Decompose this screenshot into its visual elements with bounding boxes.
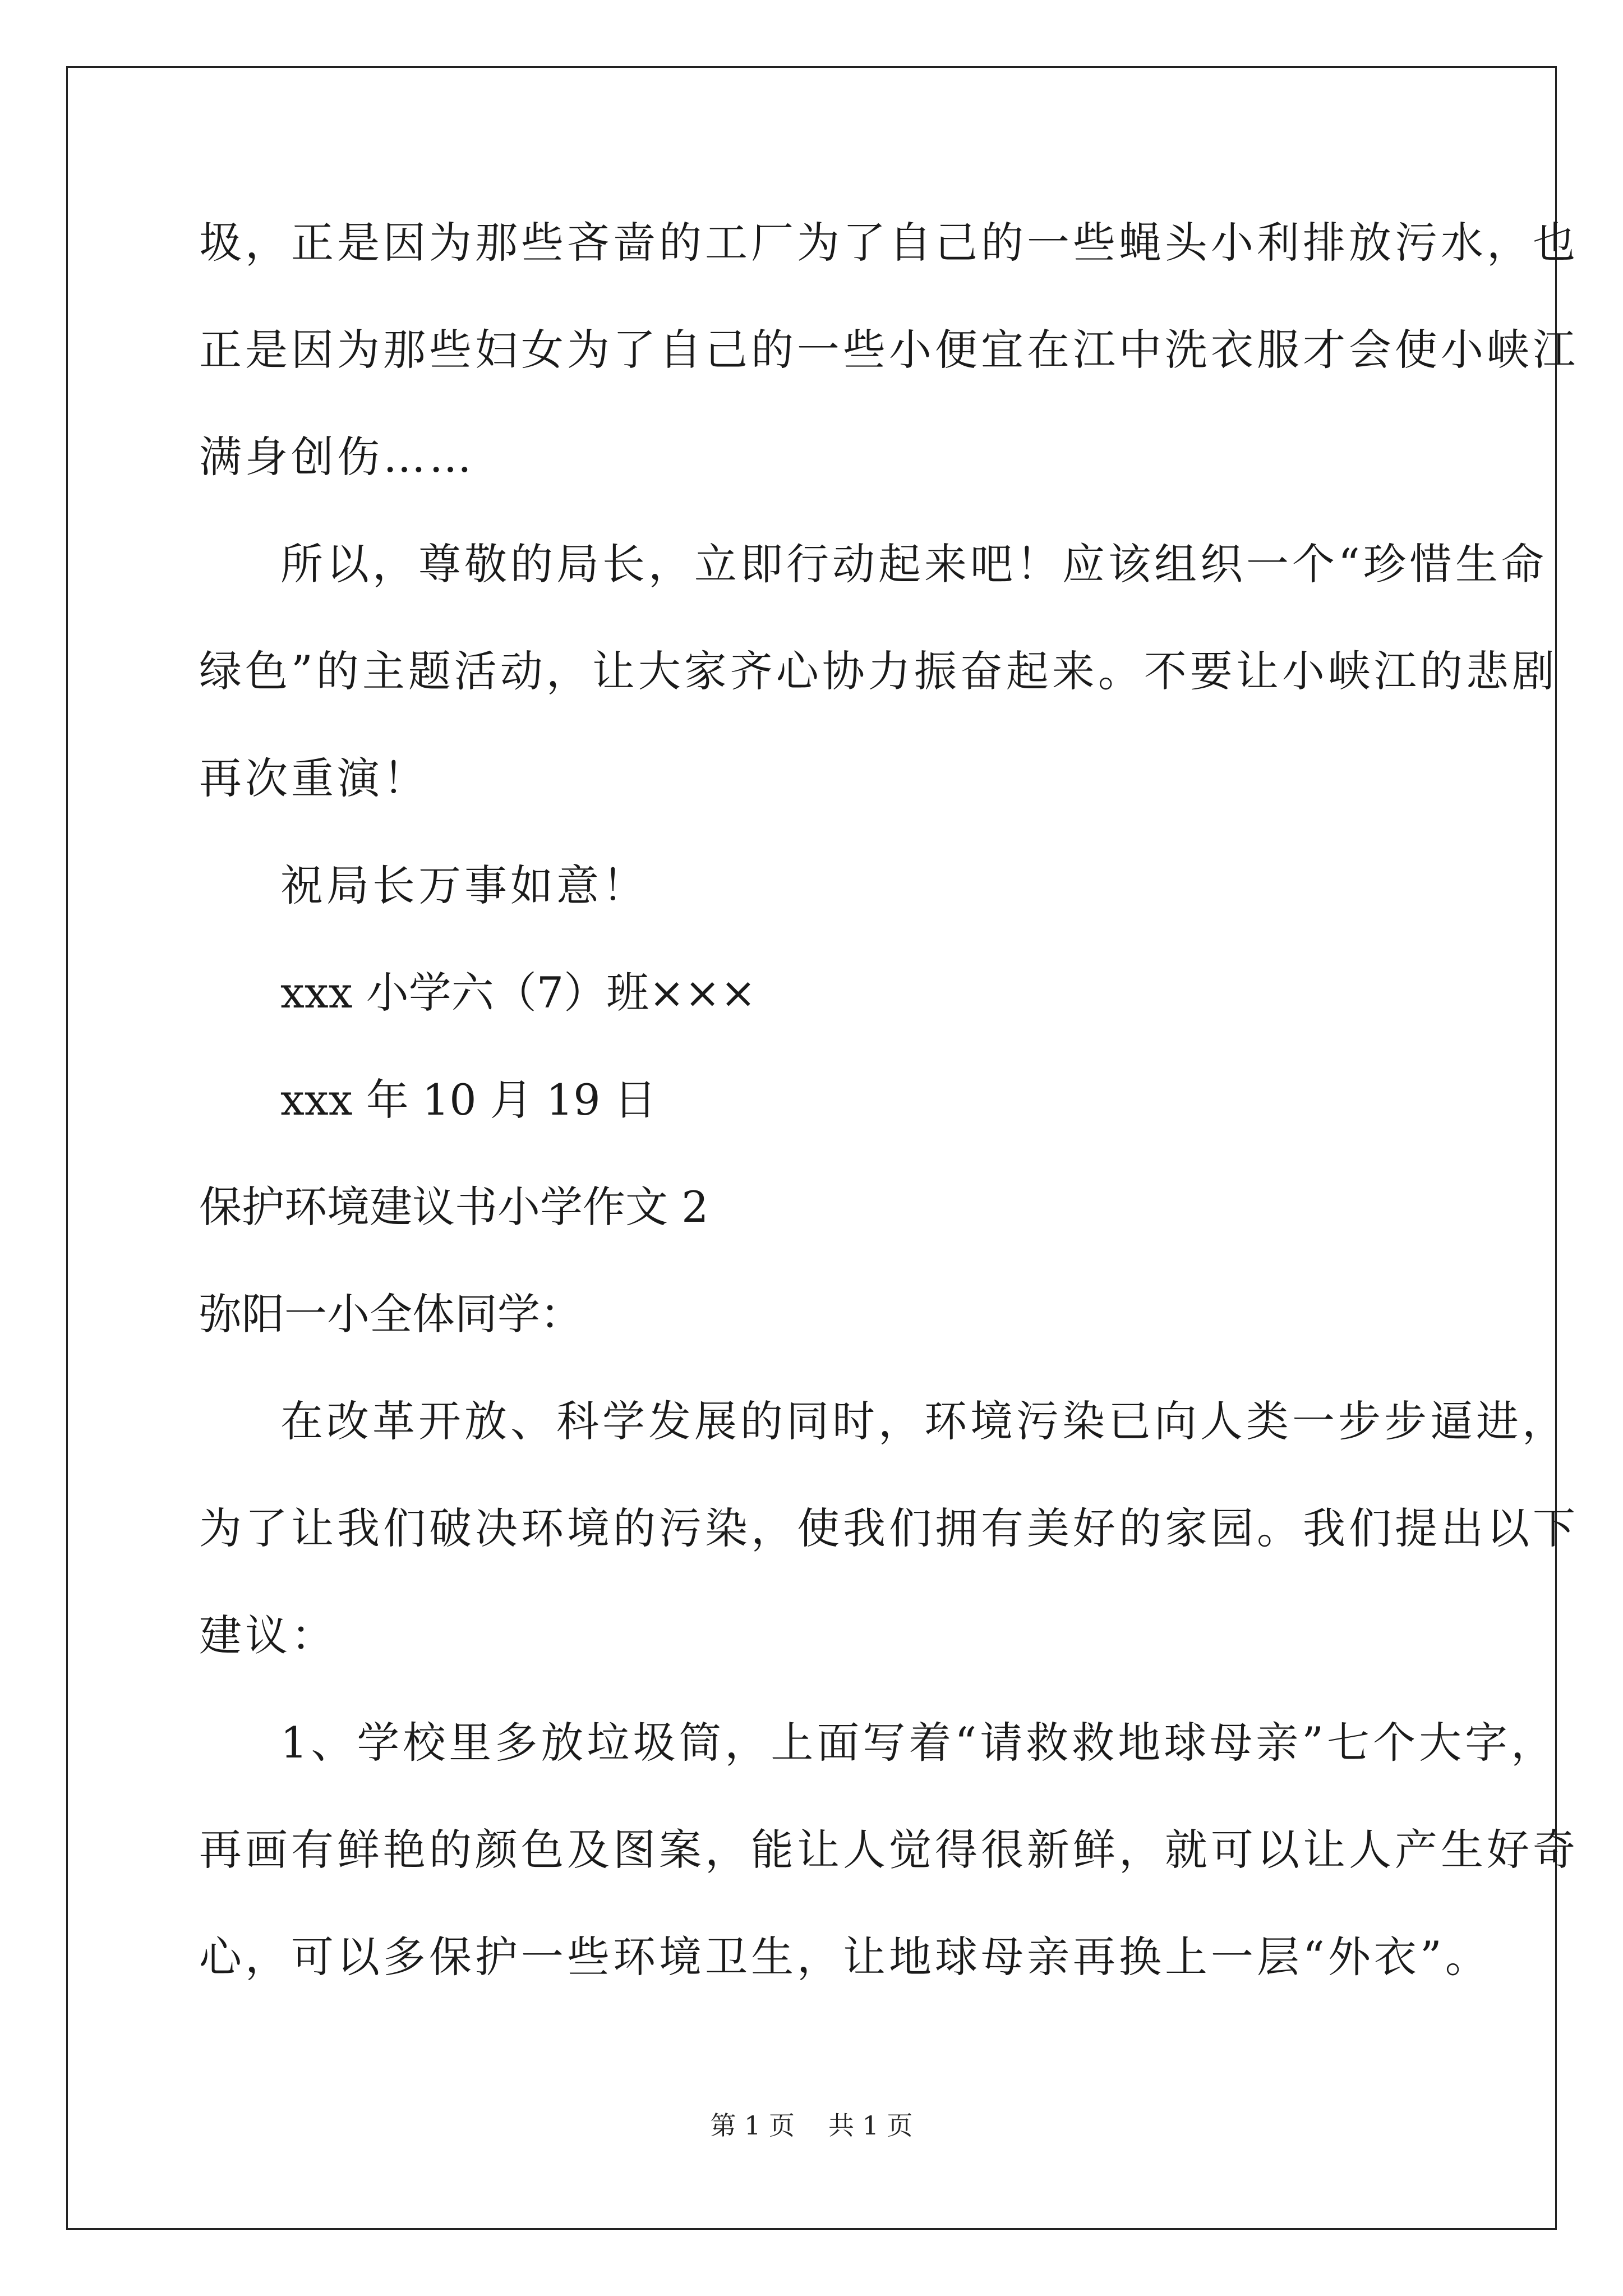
date-line: xxx 年 10 月 19 日 xyxy=(280,1075,657,1125)
signature: xxx 小学六（7）班××× xyxy=(280,968,757,1018)
salutation: 弥阳一小全体同学： xyxy=(199,1289,583,1339)
text-line: 在改革开放、科学发展的同时，环境污染已向人类一步步逼进， xyxy=(280,1396,1568,1446)
text-line: 心，可以多保护一些环境卫生，让地球母亲再换上一层“外衣”。 xyxy=(199,1932,1491,1982)
text-line: 再次重演！ xyxy=(199,753,429,803)
suggestion-item: 1、学校里多放垃圾筒，上面写着“请救救地球母亲”七个大字， xyxy=(280,1718,1557,1768)
text-line: 正是因为那些妇女为了自己的一些小便宜在江中洗衣服才会使小峡江 xyxy=(199,325,1579,375)
text-line: 满身创伤…… xyxy=(199,432,475,482)
document-body xyxy=(199,218,1579,2043)
text-line: 所以，尊敬的局长，立即行动起来吧！应该组织一个“珍惜生命 xyxy=(280,539,1547,589)
page-footer xyxy=(0,2110,1623,2141)
text-line: 建议： xyxy=(199,1611,337,1660)
text-line: 绿色”的主题活动，让大家齐心协力振奋起来。不要让小峡江的悲剧 xyxy=(199,646,1558,696)
page-number: 第 1 页 xyxy=(710,2110,795,2141)
text-line: 为了让我们破决环境的污染，使我们拥有美好的家园。我们提出以下 xyxy=(199,1503,1579,1553)
text-line: 再画有鲜艳的颜色及图案，能让人觉得很新鲜，就可以让人产生好奇 xyxy=(199,1825,1579,1875)
text-line: 圾，正是因为那些吝啬的工厂为了自己的一些蝇头小利排放污水，也 xyxy=(199,218,1579,268)
closing-wish: 祝局长万事如意！ xyxy=(280,861,648,910)
page-total: 共 1 页 xyxy=(828,2110,913,2141)
section-title: 保护环境建议书小学作文 2 xyxy=(199,1182,709,1232)
